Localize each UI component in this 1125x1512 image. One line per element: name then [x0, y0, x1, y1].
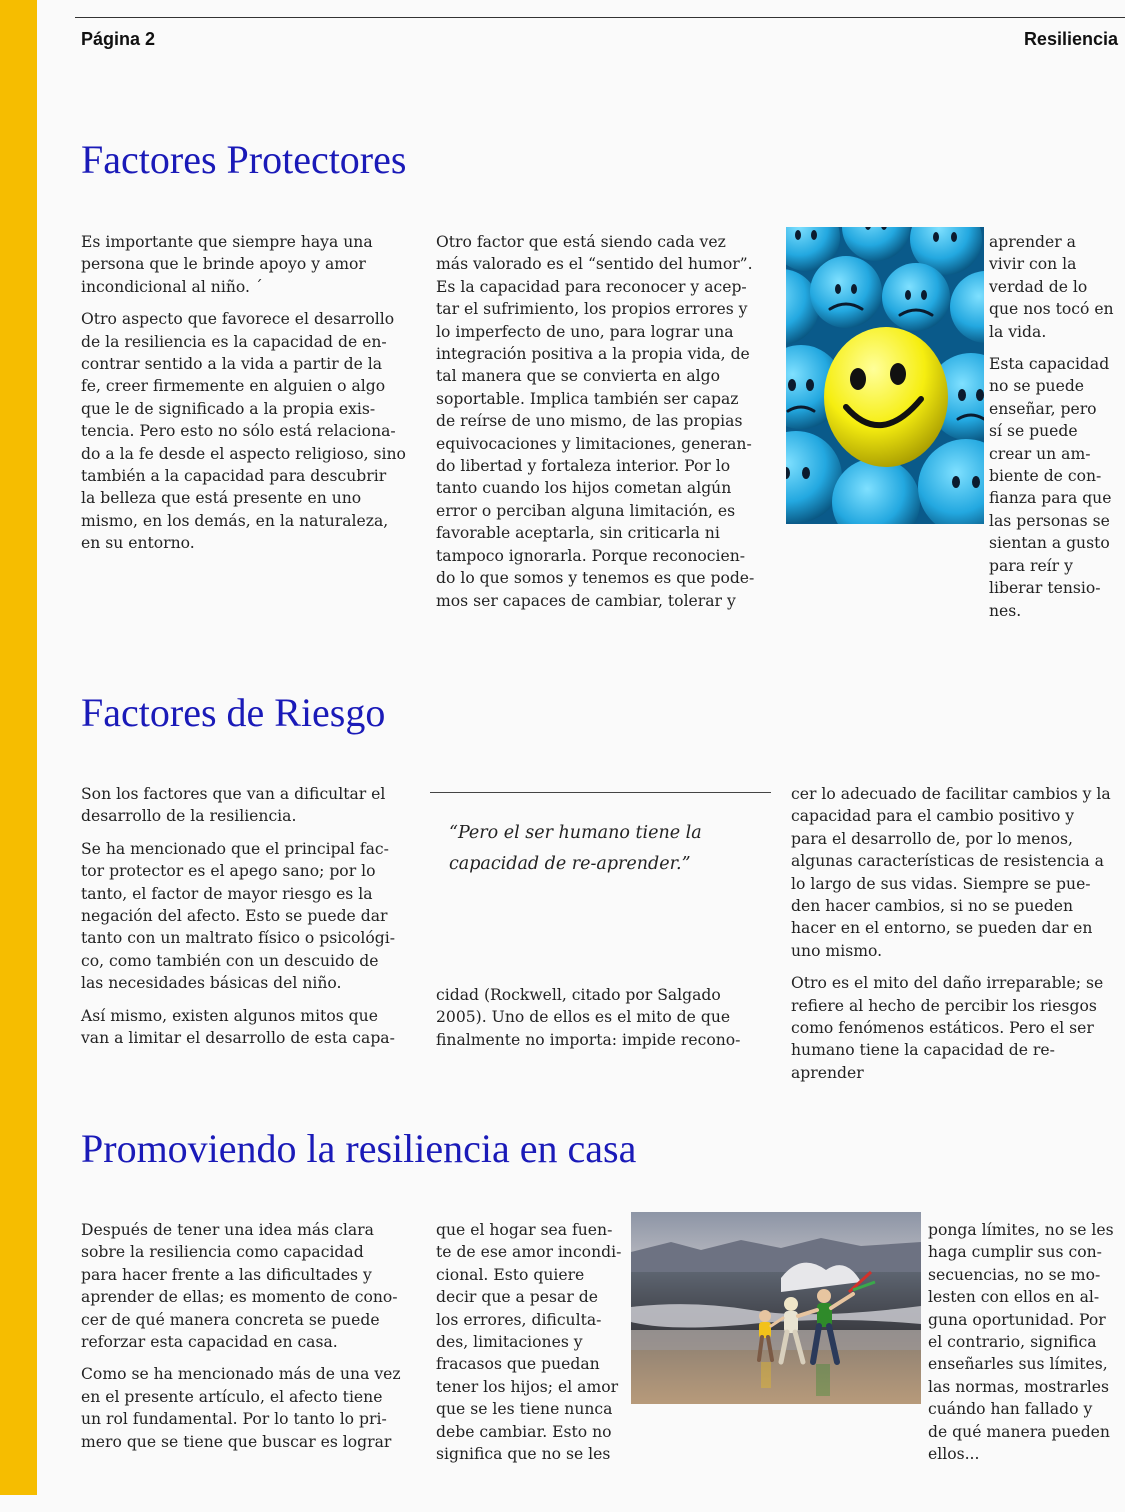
- paragraph: Esta capacidad no se puede enseñar, pero sí se puede crear un am- biente de con- fianza para que las personas se sientan a gusto para reír y liberar tensio- nes.: [989, 355, 1112, 620]
- section1-column-3: [989, 231, 1121, 622]
- paragraph: Otro factor que está siendo cada vez más valorado es el “sentido del humor”. Es la capacidad para reconocer y acep- tar el sufrimiento, los propios errores y lo imperfecto de uno, para lograr una integración positiva a la propia vida, de tal manera que se convierta en algo soportable. Implica también ser capaz de reírse de uno mismo, de las propias equivocaciones y limitaciones, generan- do libertad y fortaleza interior. Por lo tanto cuando los hijos cometan algún error o perciban alguna limitación, es favorable aceptarla, sin criticarla ni tampoco ignorarla. Porque reconocien- do lo que somos y tenemos es que pode- mos ser capaces de cambiar, tolerar y: [436, 233, 755, 610]
- section3-column-2: [436, 1219, 628, 1465]
- section3-column-3: [928, 1219, 1122, 1465]
- paragraph: Son los factores que van a dificultar el desarrollo de la resiliencia.: [81, 785, 386, 826]
- pull-quote: “Pero el ser humano tiene la capacidad de re-aprender.”: [449, 823, 702, 874]
- sidebar-accent-bar: [0, 0, 37, 1495]
- pull-quote-rule: [430, 792, 771, 793]
- paragraph: cer lo adecuado de facilitar cambios y la capacidad para el cambio positivo y para el desarrollo de, por lo menos, algunas características de resistencia a lo largo de sus vidas. Siempre se pue- den hacer cambios, si no se pueden hacer en el entorno, se pueden dar en uno mismo.: [791, 785, 1111, 960]
- family-beach-image: [631, 1212, 921, 1404]
- section-title-factores-de-riesgo: Factores de Riesgo: [81, 690, 386, 735]
- page-number: Página 2: [81, 29, 156, 49]
- section3-column-1: [81, 1219, 421, 1453]
- section1-column-1: [81, 231, 421, 555]
- section1-column-2: [436, 231, 771, 612]
- header-rule: [75, 17, 1125, 18]
- section-title-promoviendo-resiliencia: Promoviendo la resiliencia en casa: [81, 1126, 637, 1171]
- section2-column-3: [791, 783, 1121, 1084]
- paragraph: que el hogar sea fuen- te de ese amor incondi- cional. Esto quiere decir que a pesar de los errores, dificulta- des, limitaciones y fracasos que puedan tener los hijos; el amor que se les tiene nunca debe cambiar. Esto no significa que no se les: [436, 1221, 622, 1464]
- smiley-balls-image: [786, 227, 984, 524]
- paragraph: Otro aspecto que favorece el desarrollo de la resiliencia es la capacidad de en- contrar sentido a la vida a partir de la fe, creer firmemente en alguien o algo que le de significado a la propia exis- tencia. Pero esto no sólo está relaciona- do a la fe desde el aspecto religioso, sino también a la capacidad para descubrir la belleza que está presente en uno mismo, en los demás, en la naturaleza, en su entorno.: [81, 310, 406, 553]
- publication-title: Resiliencia: [1023, 29, 1118, 49]
- paragraph: Otro es el mito del daño irreparable; se refiere al hecho de percibir los riesgos como fenómenos estáticos. Pero el ser humano tiene la capacidad de re- aprender: [791, 974, 1104, 1082]
- paragraph: Después de tener una idea más clara sobre la resiliencia como capacidad para hacer frente a las dificultades y aprender de ellas; es momento de cono- cer de qué manera concreta se puede reforzar esta capacidad en casa.: [81, 1221, 398, 1352]
- paragraph: cidad (Rockwell, citado por Salgado 2005). Uno de ellos es el mito de que finalmente no importa: impide recono-: [436, 986, 741, 1049]
- paragraph: ponga límites, no se les haga cumplir sus con- secuencias, no se mo- lesten con ellos en al- guna oportunidad. Por el contrario, significa enseñarles sus límites, las normas, mostrarles cuándo han fallado y de qué manera pueden ellos...: [928, 1221, 1114, 1464]
- section2-column-2: [436, 984, 771, 1051]
- paragraph: Se ha mencionado que el principal fac- tor protector es el apego sano; por lo tanto, el factor de mayor riesgo es la negación del afecto. Esto se puede dar tanto con un maltrato físico o psicológi- co, como también con un descuido de las necesidades básicas del niño.: [81, 839, 395, 993]
- paragraph: Como se ha mencionado más de una vez en el presente artículo, el afecto tiene un rol fundamental. Por lo tanto lo pri- mero que se tiene que buscar es lograr: [81, 1365, 401, 1451]
- section2-column-1: [81, 783, 421, 1049]
- section-title-factores-protectores: Factores Protectores: [81, 137, 407, 182]
- paragraph: Es importante que siempre haya una persona que le brinde apoyo y amor incondicional al niño. ´: [81, 233, 373, 296]
- paragraph: aprender a vivir con la verdad de lo que nos tocó en la vida.: [989, 233, 1114, 341]
- paragraph: Así mismo, existen algunos mitos que van a limitar el desarrollo de esta capa-: [81, 1006, 395, 1048]
